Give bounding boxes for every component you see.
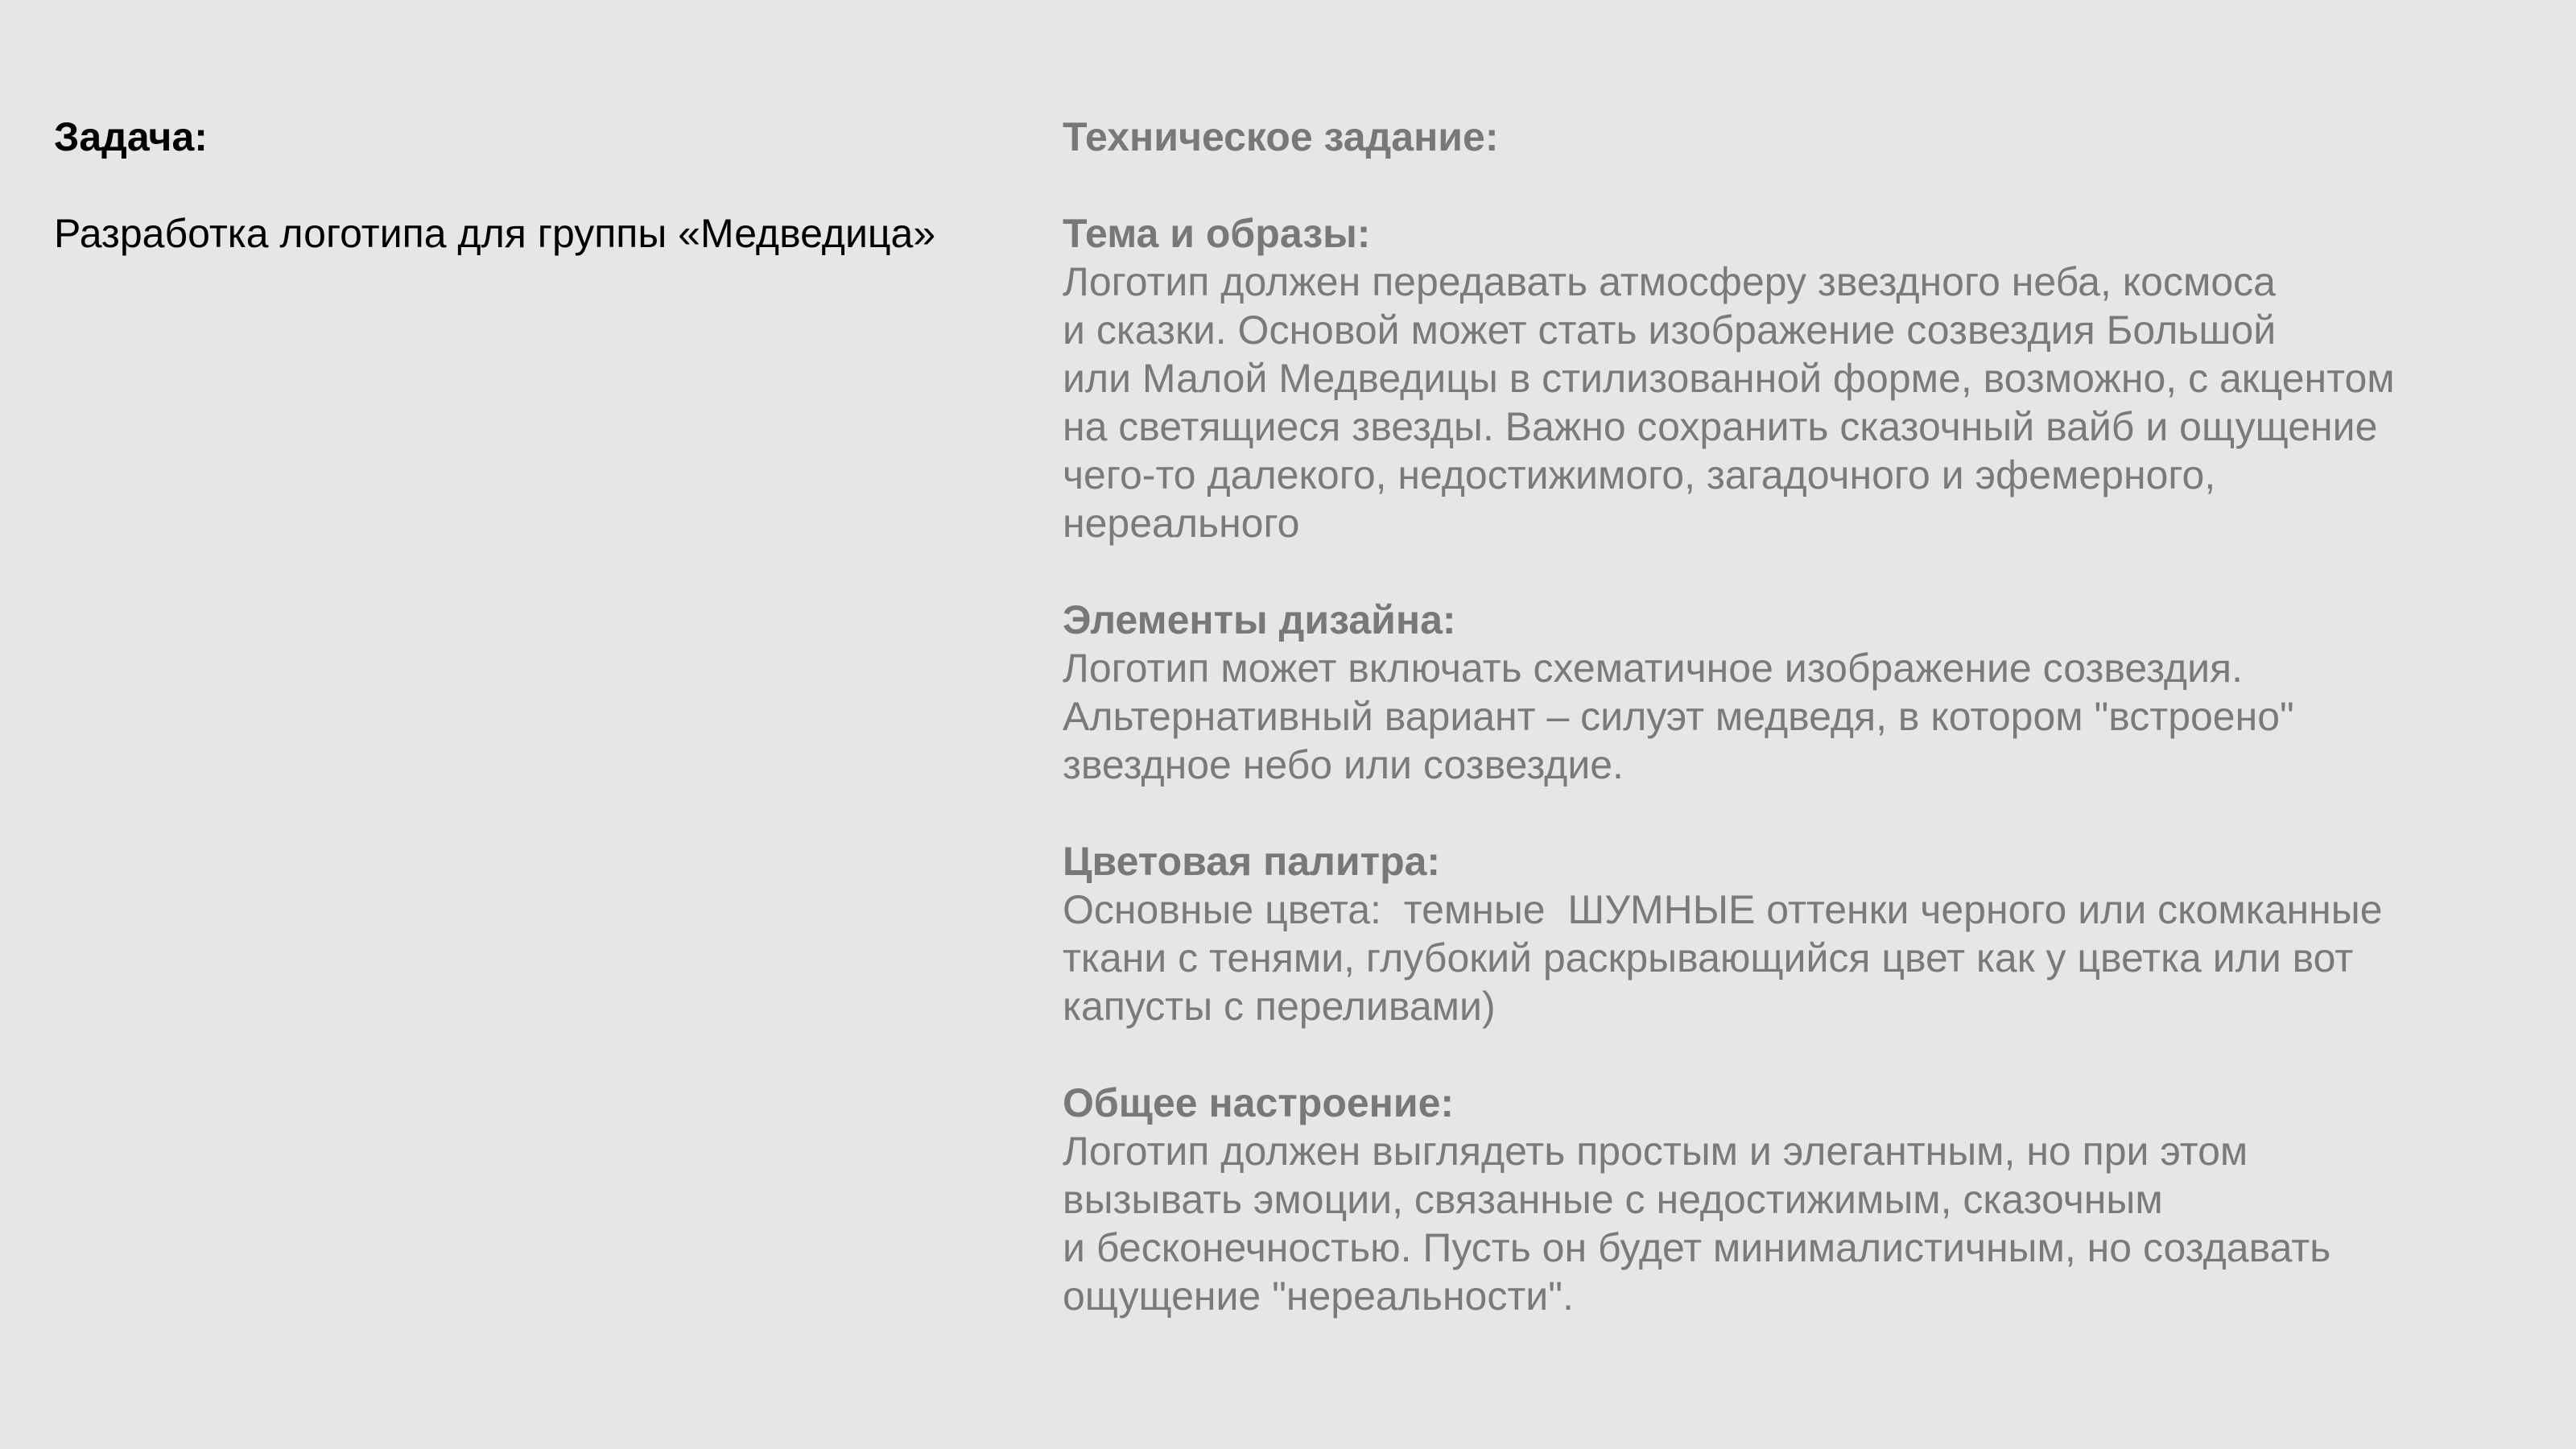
section-title: Тема и образы:: [1063, 211, 1371, 256]
section-line: Логотип должен выглядеть простым и элегантным, но при этом: [1063, 1129, 2248, 1174]
section-design-elements: [1063, 596, 2544, 789]
section-line: Логотип должен передавать атмосферу звездного неба, космоса: [1063, 259, 2276, 304]
section-line: и сказки. Основой может стать изображение созвездия Большой: [1063, 308, 2277, 353]
section-line: нереального: [1063, 501, 1300, 546]
section-line: звездное небо или созвездие.: [1063, 742, 1624, 787]
section-line: или Малой Медведицы в стилизованной форме, возможно, с акцентом: [1063, 356, 2395, 401]
section-line: на светящиеся звезды. Важно сохранить сказочный вайб и ощущение: [1063, 404, 2378, 449]
section-title: Общее настроение:: [1063, 1080, 1455, 1125]
task-description: Разработка логотипа для группы «Медведица»: [54, 211, 936, 256]
section-title: Элементы дизайна:: [1063, 597, 1456, 642]
spec-heading: Техническое задание:: [1063, 114, 1499, 159]
section-mood: [1063, 1079, 2544, 1320]
section-theme: [1063, 209, 2544, 547]
section-line: вызывать эмоции, связанные с недостижимым, сказочным: [1063, 1177, 2163, 1222]
task-panel: [54, 113, 1036, 258]
section-line: и бесконечностью. Пусть он будет минималистичным, но создавать: [1063, 1225, 2331, 1270]
spec-panel: [1063, 113, 2544, 1320]
section-line: капусты с переливами): [1063, 984, 1496, 1029]
section-line: Альтернативный вариант – силуэт медведя, в котором "встроено": [1063, 694, 2294, 739]
section-line: чего-то далекого, недостижимого, загадочного и эфемерного,: [1063, 452, 2216, 497]
task-heading: Задача:: [54, 114, 208, 159]
section-line: ощущение "нереальности".: [1063, 1274, 1574, 1319]
section-line: Логотип может включать схематичное изображение созвездия.: [1063, 646, 2243, 691]
section-color-palette: [1063, 837, 2544, 1030]
section-title: Цветовая палитра:: [1063, 839, 1441, 884]
section-line: Основные цвета: темные ШУМНЫЕ оттенки черного или скомканные: [1063, 887, 2383, 932]
section-line: ткани с тенями, глубокий раскрывающийся цвет как у цветка или вот: [1063, 935, 2354, 980]
